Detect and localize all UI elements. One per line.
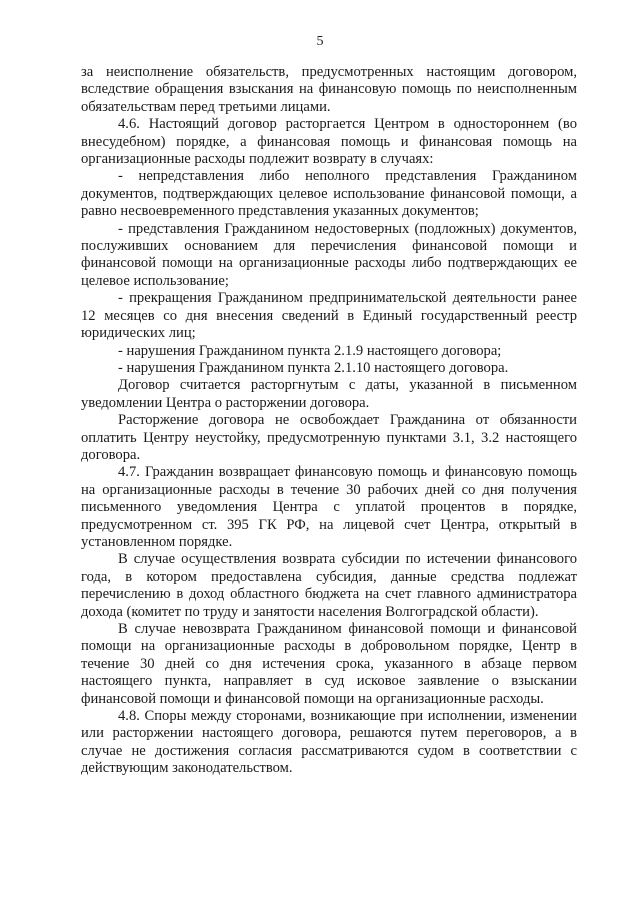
document-body	[81, 64, 577, 778]
clause-4-6-item-1: - непредставления либо неполного представления Гражданином документов, подтверждающих целевое использование финансовой помощи, а равно несвоевременного представления указанных документов;	[81, 168, 577, 220]
clause-4-6-item-3: - прекращения Гражданином предпринимательской деятельности ранее 12 месяцев со дня внесения сведений в Единый государственный реестр юридических лиц;	[81, 290, 577, 342]
clause-4-8: 4.8. Споры между сторонами, возникающие при исполнении, изменении или расторжении настоящего договора, решаются путем переговоров, а в случае не достижения согласия рассматриваются судом в соответствии с действующим законодательством.	[81, 708, 577, 777]
termination-date-paragraph: Договор считается расторгнутым с даты, указанной в письменном уведомлении Центра о расторжении договора.	[81, 377, 577, 411]
clause-4-6: 4.6. Настоящий договор расторгается Центром в одностороннем (во внесудебном) порядке, а финансовая помощь и финансовая помощь на организационные расходы подлежит возврату в случаях:	[81, 116, 577, 168]
penalty-paragraph: Расторжение договора не освобождает Гражданина от обязанности оплатить Центру неустойку, предусмотренную пунктами 3.1, 3.2 настоящего договора.	[81, 412, 577, 463]
clause-4-6-item-5: - нарушения Гражданином пункта 2.1.10 настоящего договора.	[118, 359, 509, 376]
clause-4-7: 4.7. Гражданин возвращает финансовую помощь и финансовую помощь на организационные расходы в течение 30 рабочих дней со дня получения письменного уведомления Центра с уплатой процентов в порядке, предусмотренном ст. 395 ГК РФ, на лицевой счет Центра, открытый в установленном порядке.	[81, 464, 577, 550]
clause-4-6-item-2: - представления Гражданином недостоверных (подложных) документов, послуживших основанием для перечисления финансовой помощи и финансовой помощи на организационные расходы либо подтверждающих ее целевое использование;	[81, 220, 577, 289]
page-number: 5	[316, 34, 324, 49]
subsidy-return-paragraph: В случае осуществления возврата субсидии по истечении финансового года, в котором предоставлена субсидия, данные средства подлежат перечислению в доход областного бюджета на счет главного администратора дохода (комитет по труду и занятости населения Волгоградской области).	[81, 551, 577, 620]
paragraph-continuation: за неисполнение обязательств, предусмотренных настоящим договором, вследствие обращения взыскания на финансовую помощь по неисполненным обязательствам перед третьими лицами.	[81, 64, 577, 115]
non-return-paragraph: В случае невозврата Гражданином финансовой помощи и финансовой помощи на организационные расходы в добровольном порядке, Центр в течение 30 дней со дня истечения срока, указанного в абзаце первом настоящего пункта, направляет в суд исковое заявление о взыскании финансовой помощи и финансовой помощи на организационные расходы.	[81, 621, 577, 707]
clause-4-6-item-4: - нарушения Гражданином пункта 2.1.9 настоящего договора;	[118, 342, 502, 359]
